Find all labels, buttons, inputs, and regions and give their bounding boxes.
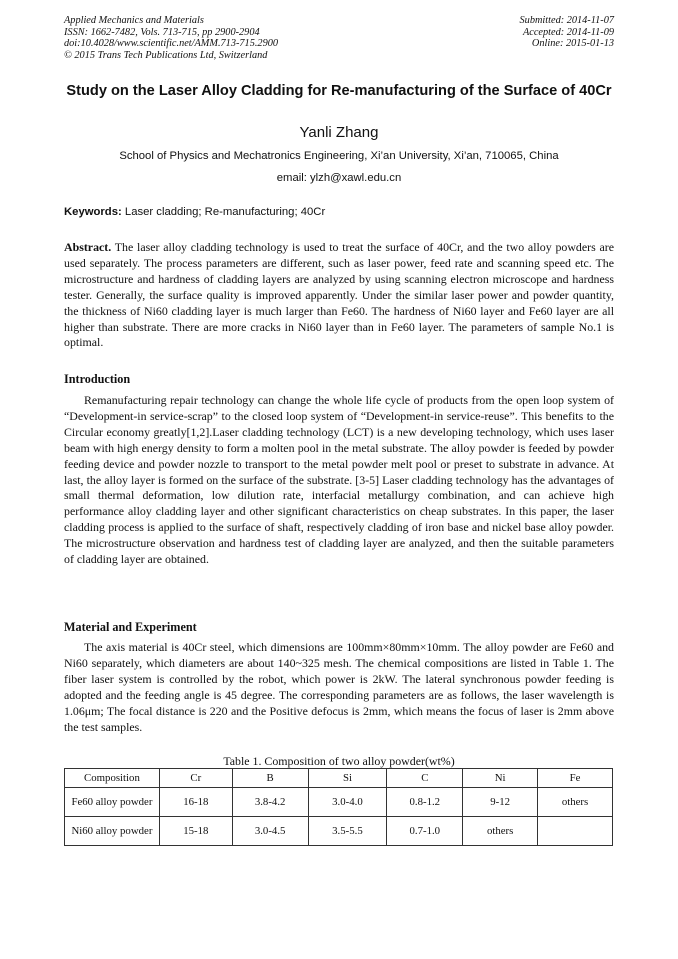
abstract bbox=[64, 240, 614, 351]
table-cell: 3.0-4.5 bbox=[232, 817, 308, 846]
journal-name: Applied Mechanics and Materials bbox=[64, 15, 204, 26]
online-date: Online: 2015-01-13 bbox=[531, 38, 614, 50]
keywords-text: Laser cladding; Re-manufacturing; 40Cr bbox=[124, 206, 326, 218]
header-cell: Cr bbox=[159, 769, 232, 788]
composition-table bbox=[64, 768, 613, 846]
issn-line: ISSN: 1662-7482, Vols. 713-715, pp 2900-2904 bbox=[64, 26, 260, 38]
author-name: Yanli Zhang bbox=[299, 124, 379, 141]
table-cell: others bbox=[463, 817, 538, 846]
keywords-label: Keywords: bbox=[64, 206, 122, 218]
submitted-date: Submitted: 2014-11-07 bbox=[519, 15, 614, 26]
table-cell: others bbox=[538, 788, 613, 817]
table-cell: 3.0-4.0 bbox=[308, 788, 387, 817]
journal-info bbox=[64, 15, 278, 61]
table-cell: Ni60 alloy powder bbox=[65, 817, 160, 846]
header-cell: C bbox=[387, 769, 463, 788]
table-cell: 15-18 bbox=[159, 817, 232, 846]
keywords bbox=[64, 206, 614, 218]
header-cell: Fe bbox=[538, 769, 613, 788]
table-header-row bbox=[65, 769, 613, 788]
author-email: email: ylzh@xawl.edu.cn bbox=[276, 172, 402, 184]
doi-line: doi:10.4028/www.scientific.net/AMM.713-715.2900 bbox=[64, 38, 279, 50]
header-cell: Ni bbox=[463, 769, 538, 788]
table-caption: Table 1. Composition of two alloy powder(wt%) bbox=[223, 754, 455, 768]
material-text: The axis material is 40Cr steel, which dimensions are 100mm×80mm×10mm. The alloy powder are Fe60 and Ni60 separately, which diameters are about 140~325 mesh. The chemical compositions are listed in Table 1. The fiber laser system is controlled by the robot, which power is 2kW. The lateral synchronous powder feeding is adopted and the feeding angle is 45 degree. The corresponding parameters are as follows, the laser wavelength is 1.06μm; The focal distance is 220 and the Positive defocus is 2mm, which means the focus of laser is 2mm above the test samples. bbox=[64, 640, 614, 734]
table-cell: 9-12 bbox=[463, 788, 538, 817]
header-cell: Si bbox=[308, 769, 387, 788]
abstract-text: The laser alloy cladding technology is used to treat the surface of 40Cr, and the two alloy powders are used separately. The process parameters are different, such as laser power, feed rate and scanning speed etc. The microstructure and hardness of cladding layers are analyzed by using scanning electron microscope and hardness tester. Generally, the surface quality is improved apparently. Under the similar laser power and powder quantity, the thickness of Ni60 cladding layer is much larger than Fe60. The hardness of Ni60 layer and Fe60 layer are all higher than substrate. There are more cracks in Ni60 layer than in Fe60 layer. The parameters of sample No.1 is optimal. bbox=[64, 240, 615, 350]
copyright-line: © 2015 Trans Tech Publications Ltd, Switzerland bbox=[64, 49, 268, 61]
table-row bbox=[65, 817, 613, 846]
material-heading: Material and Experiment bbox=[64, 620, 197, 634]
table-cell bbox=[538, 817, 613, 846]
paper-title: Study on the Laser Alloy Cladding for Re-manufacturing of the Surface of 40Cr bbox=[66, 83, 612, 99]
table-cell: 3.5-5.5 bbox=[308, 817, 387, 846]
table-row bbox=[65, 788, 613, 817]
header-cell: B bbox=[232, 769, 308, 788]
table-cell: 3.8-4.2 bbox=[232, 788, 308, 817]
accepted-date: Accepted: 2014-11-09 bbox=[522, 26, 614, 38]
table-cell: 0.7-1.0 bbox=[387, 817, 463, 846]
submission-dates bbox=[520, 15, 614, 50]
table-cell: Fe60 alloy powder bbox=[65, 788, 160, 817]
abstract-label: Abstract. bbox=[64, 240, 112, 254]
author-affiliation: School of Physics and Mechatronics Engineering, Xi’an University, Xi’an, 710065, China bbox=[119, 150, 559, 162]
introduction-heading: Introduction bbox=[64, 372, 131, 386]
introduction-text: Remanufacturing repair technology can change the whole life cycle of products from the open loop system of “Development-in service-scrap” to the closed loop system of “Development-in service-reuse”. This benefits to the Circular economy greatly[1,2].Laser cladding technology (LCT) is a new developing technology, which uses laser beam with high energy density to form a molten pool in the metal substrate. The alloy powder is feeded by powder feeding device and powder nozzle to transport to the metal powder melt pool or preset to substrate in advance. At last, the alloy layer is formed on the surface of the substrate. [3-5] Laser cladding technology has the advantages of small thermal deformation, low dilution rate, interfacial metallurgy combination, and can achieve high performance alloy cladding layer and other significant characteristics on cheap substrates. In this paper, the laser cladding process is applied to the surface of shaft, respectively cladding of iron base and nickel base alloy powder. The microstructure observation and hardness test of cladding layer are analyzed, and then the suitable parameters of cladding layer are obtained. bbox=[64, 393, 614, 567]
header-cell: Composition bbox=[65, 769, 160, 788]
table-cell: 16-18 bbox=[159, 788, 232, 817]
table-cell: 0.8-1.2 bbox=[387, 788, 463, 817]
